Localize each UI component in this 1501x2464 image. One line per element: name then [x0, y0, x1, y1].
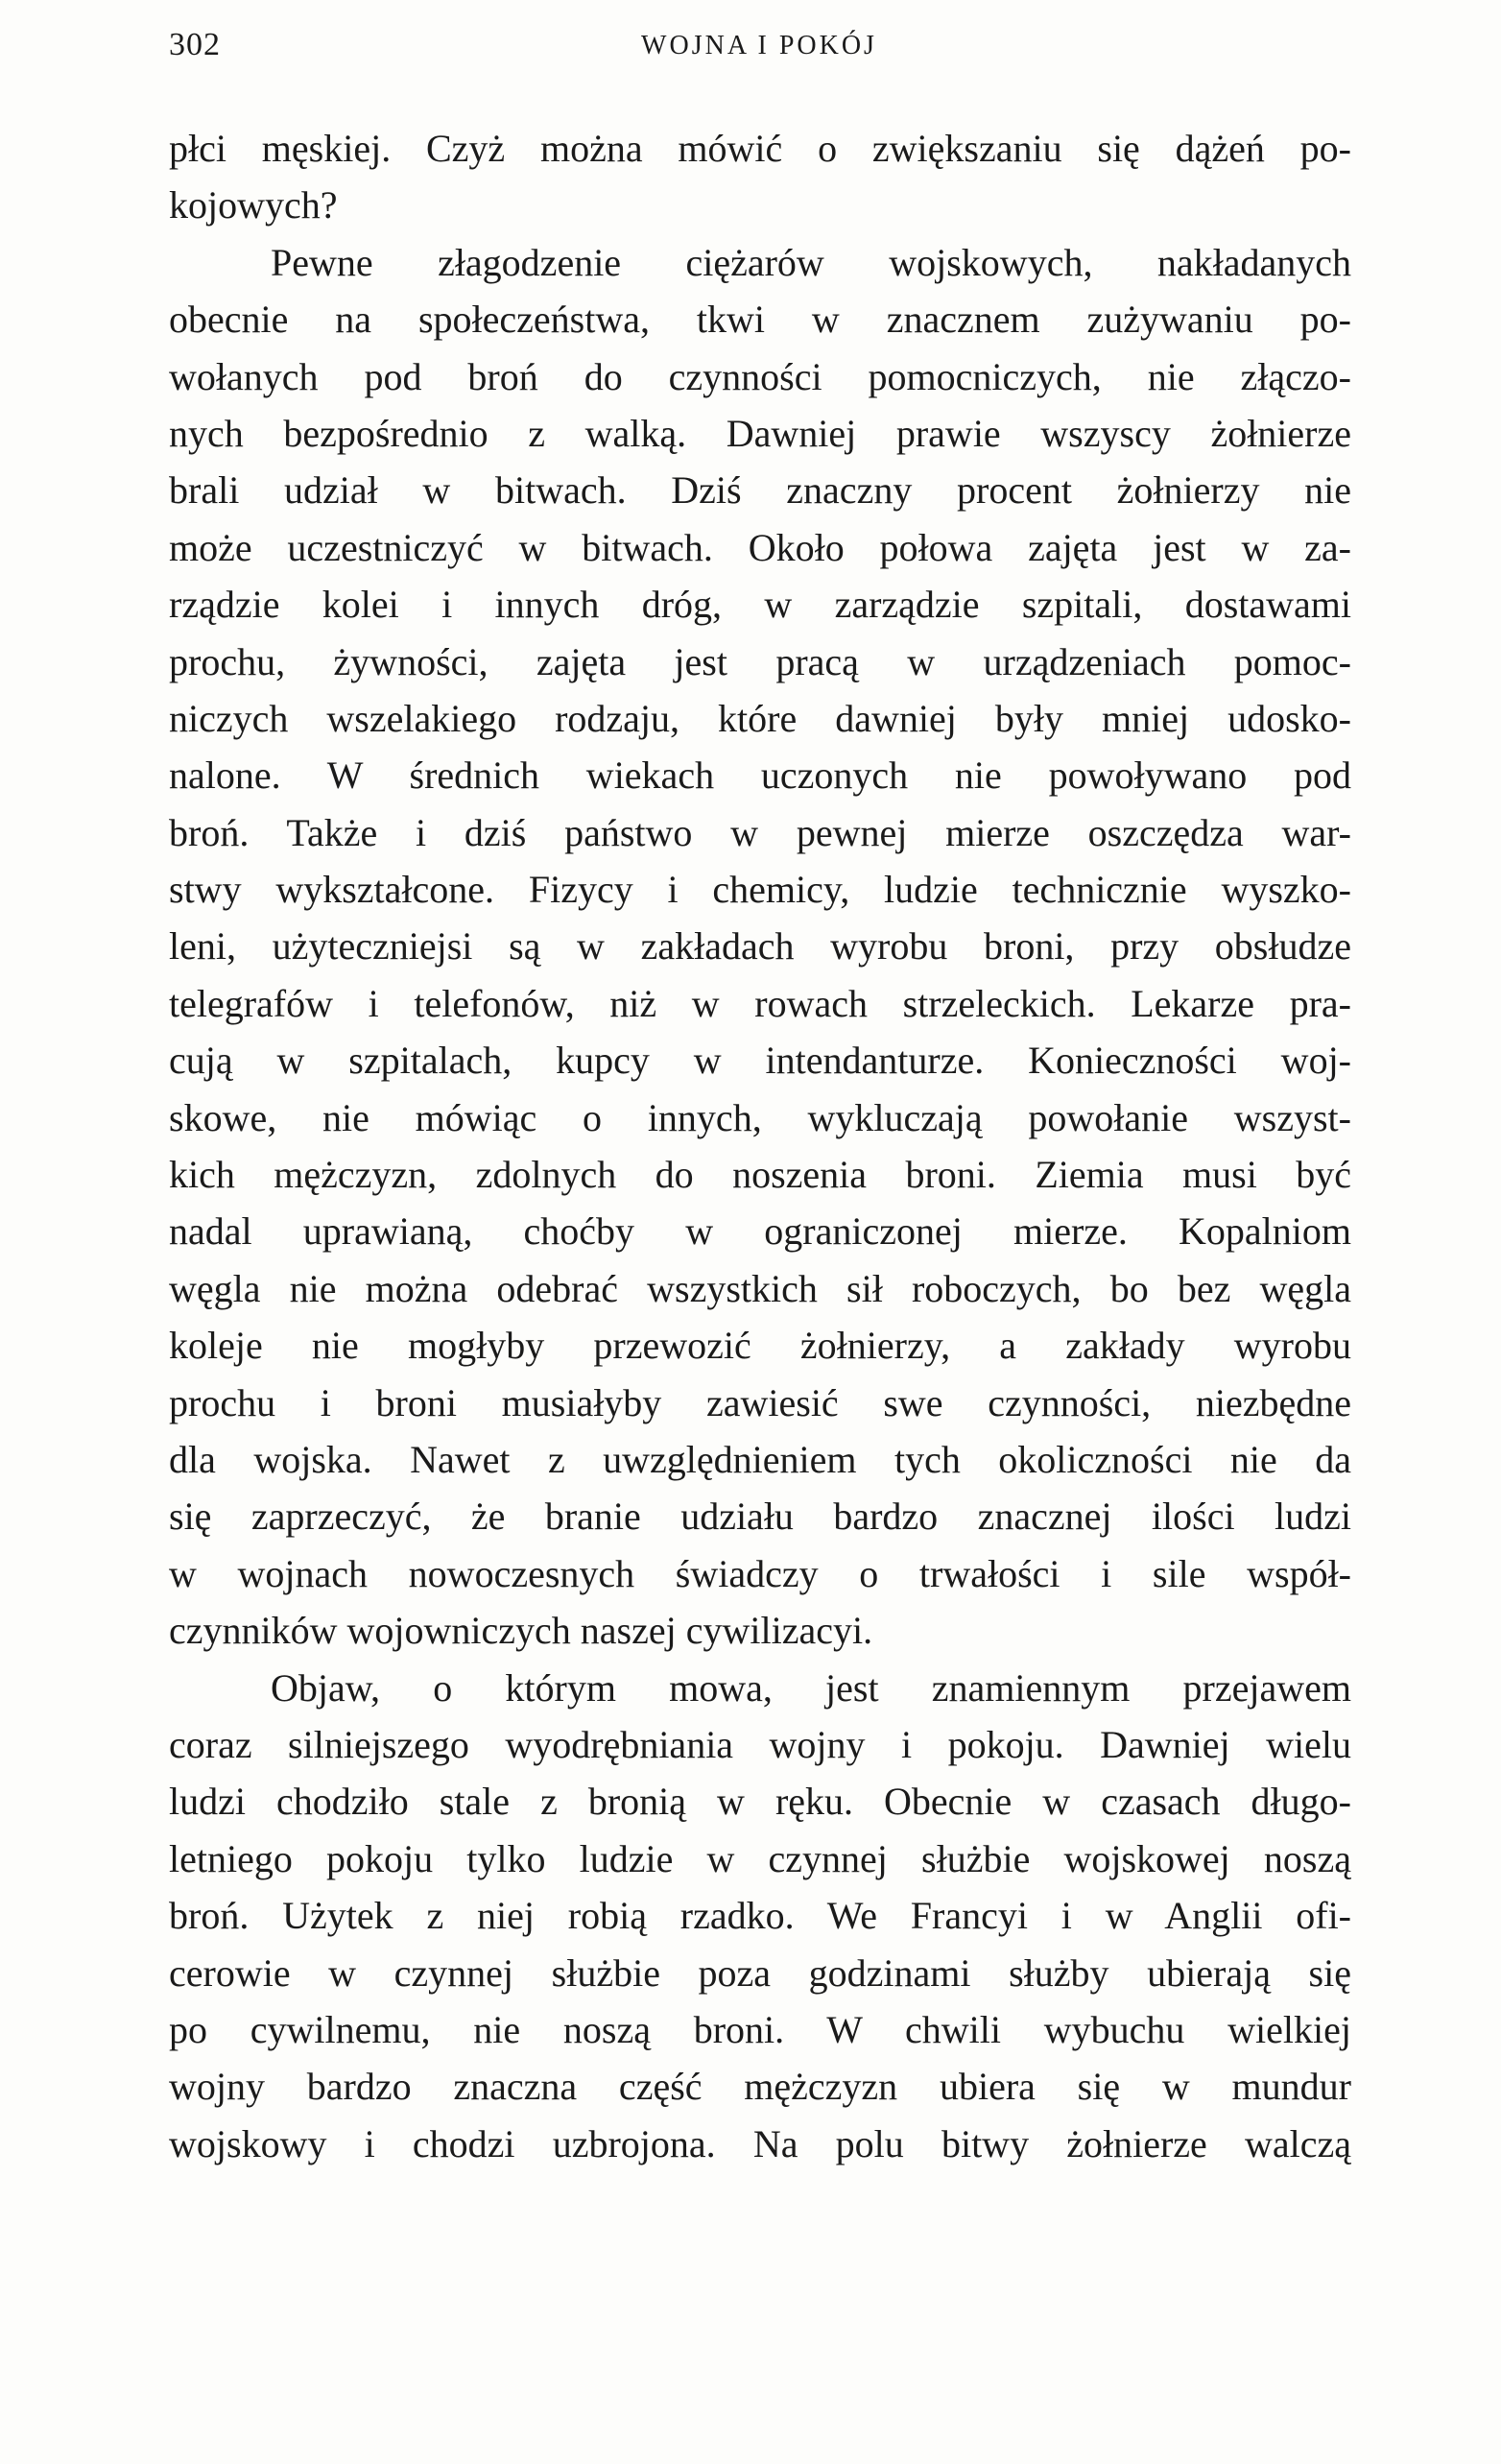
text-line: niczych wszelakiego rodzaju, które dawniej były mniej udosko- [169, 696, 1351, 740]
text-line: coraz silniejszego wyodrębniania wojny i pokoju. Dawniej wielu [169, 1722, 1351, 1766]
body-text [169, 120, 1351, 2172]
text-line: ludzi chodziło stale z bronią w ręku. Obecnie w czasach długo- [169, 1780, 1351, 1824]
running-title: WOJNA I POKÓJ [641, 31, 877, 60]
text-line: nalone. W średnich wiekach uczonych nie powoływano pod [169, 754, 1351, 798]
text-line: prochu i broni musiałyby zawiesić swe czynności, niezbędne [169, 1380, 1351, 1424]
text-line: skowe, nie mówiąc o innych, wykluczają powołanie wszyst- [169, 1095, 1351, 1139]
text-line: nadal uprawianą, choćby w ograniczonej mierze. Kopalniom [169, 1209, 1351, 1254]
text-line: obecnie na społeczeństwa, tkwi w znacznem zużywaniu po- [169, 298, 1351, 342]
text-line: może uczestniczyć w bitwach. Około połowa zajęta jest w za- [169, 525, 1351, 569]
text-line: prochu, żywności, zajęta jest pracą w urządzeniach pomoc- [169, 639, 1351, 683]
text-line: nych bezpośrednio z walką. Dawniej prawie wszyscy żołnierze [169, 411, 1351, 455]
text-line: węgla nie można odebrać wszystkich sił roboczych, bo bez węgla [169, 1266, 1351, 1310]
text-line: się zaprzeczyć, że branie udziału bardzo znacznej ilości ludzi [169, 1495, 1351, 1539]
text-line: dla wojska. Nawet z uwzględnieniem tych okoliczności nie da [169, 1437, 1351, 1481]
text-line: stwy wykształcone. Fizycy i chemicy, ludzie technicznie wyszko- [169, 868, 1351, 912]
text-line: brali udział w bitwach. Dziś znaczny procent żołnierzy nie [169, 468, 1351, 513]
running-head [169, 27, 1349, 84]
text-line: płci męskiej. Czyż można mówić o zwiększaniu się dążeń po- [169, 127, 1351, 170]
text-line: letniego pokoju tylko ludzie w czynnej służbie wojskowej noszą [169, 1836, 1351, 1880]
text-line: w wojnach nowoczesnych świadczy o trwałości i sile współ- [169, 1551, 1351, 1595]
text-line: Objaw, o którym mowa, jest znamiennym przejawem [271, 1665, 1351, 1710]
text-line: po cywilnemu, nie noszą broni. W chwili wybuchu wielkiej [169, 2007, 1351, 2051]
text-line: cerowie w czynnej służbie poza godzinami służby ubierają się [169, 1950, 1351, 1995]
text-line: rządzie kolei i innych dróg, w zarządzie szpitali, dostawami [169, 583, 1351, 627]
text-line: wojny bardzo znaczna część mężczyzn ubiera się w mundur [169, 2065, 1351, 2109]
text-line: czynników wojowniczych naszej cywilizacyi. [169, 1609, 873, 1653]
text-line: kojowych? [169, 183, 338, 227]
text-line: kich mężczyzn, zdolnych do noszenia broni. Ziemia musi być [169, 1153, 1351, 1197]
text-line: broń. Także i dziś państwo w pewnej mierze oszczędza war- [169, 810, 1351, 854]
text-line: wołanych pod broń do czynności pomocniczych, nie złączo- [169, 354, 1351, 398]
page-number: 302 [169, 27, 221, 62]
text-line: Pewne złagodzenie ciężarów wojskowych, nakładanych [271, 240, 1351, 284]
text-line: wojskowy i chodzi uzbrojona. Na polu bitwy żołnierze walczą [169, 2121, 1351, 2165]
text-line: broń. Użytek z niej robią rzadko. We Francyi i w Anglii ofi- [169, 1894, 1351, 1938]
text-line: koleje nie mogłyby przewozić żołnierzy, a zakłady wyrobu [169, 1324, 1351, 1368]
text-line: telegrafów i telefonów, niż w rowach strzeleckich. Lekarze pra- [169, 981, 1351, 1025]
text-line: leni, użyteczniejsi są w zakładach wyrobu broni, przy obsłudze [169, 924, 1351, 969]
text-line: cują w szpitalach, kupcy w intendanturze. Konieczności woj- [169, 1039, 1351, 1083]
